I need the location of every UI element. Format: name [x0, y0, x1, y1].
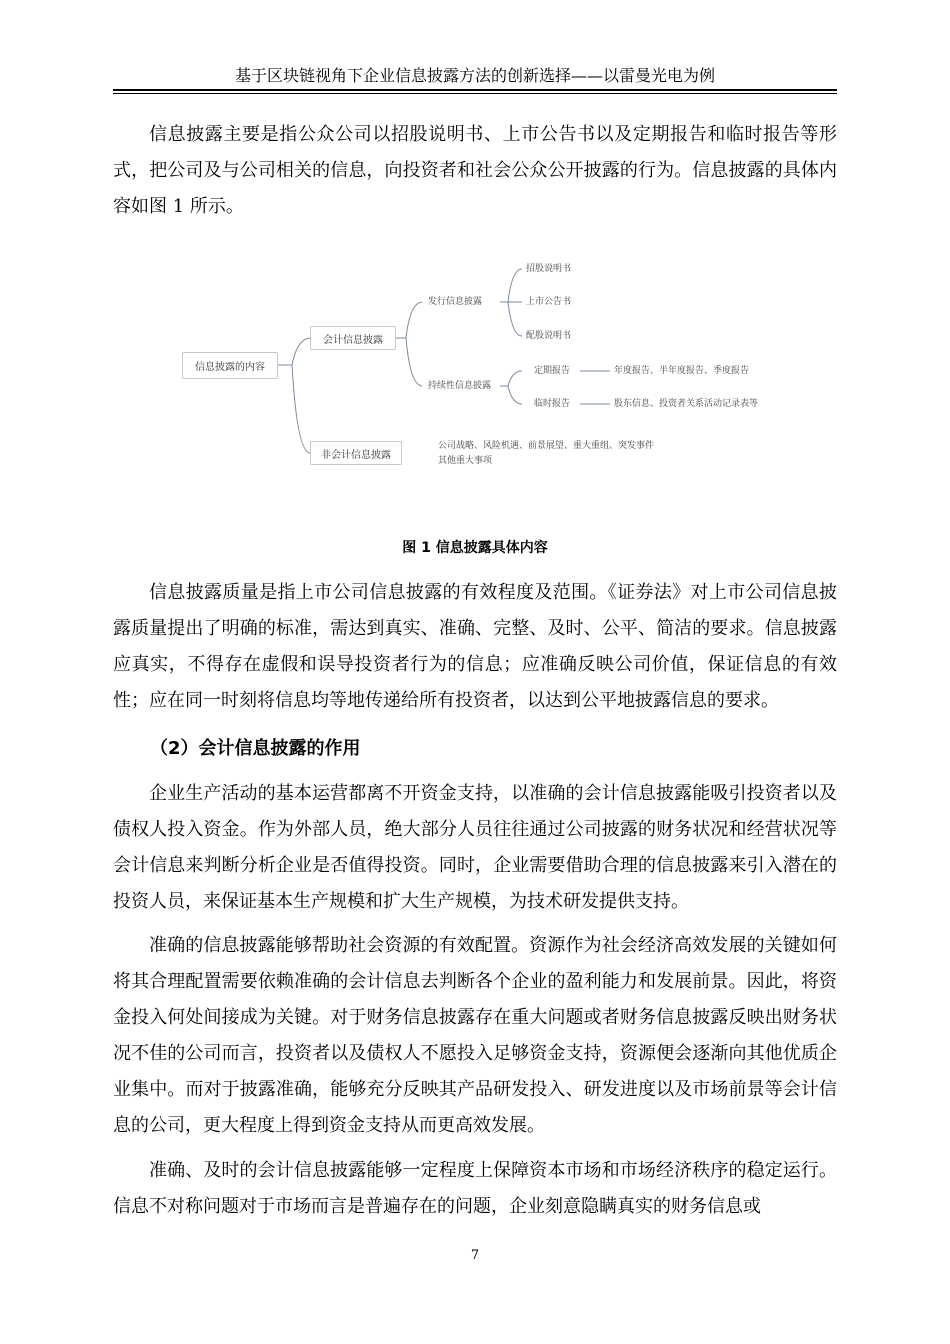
- mindmap-node-non-accounting: 非会计信息披露: [310, 441, 402, 465]
- mindmap-leaf-prospectus: 招股说明书: [526, 264, 572, 274]
- header-rule-thin: [113, 93, 837, 94]
- mindmap-node-accounting: 会计信息披露: [310, 326, 396, 350]
- header-title: 基于区块链视角下企业信息披露方法的创新选择——以雷曼光电为例: [234, 66, 715, 85]
- mindmap-node-periodic: 定期报告: [534, 366, 571, 376]
- section-heading: （2）会计信息披露的作用: [150, 738, 361, 759]
- mindmap-root: 信息披露的内容: [182, 352, 278, 379]
- mindmap-leaf-periodic-detail: 年度报告、半年度报告、季度报告: [614, 366, 750, 376]
- paragraph-3: 企业生产活动的基本运营都离不开资金支持，以准确的会计信息披露能吸引投资者以及债权人投入资金。作为外部人员，绝大部分人员往往通过公司披露的财务状况和经营状况等会计信息来判断分析企业是否值得投资。同时，企业需要借助合理的信息披露来引入潜在的投资人员，来保证基本生产规模和扩大生产规模，为技术研发提供支持。: [113, 783, 837, 912]
- page-number: 7: [470, 1248, 480, 1263]
- mindmap-node-continuous: 持续性信息披露: [428, 381, 492, 391]
- mindmap-leaf-interim-detail: 股东信息、投资者关系活动记录表等: [614, 399, 759, 409]
- figure-caption: 图 1 信息披露具体内容: [402, 540, 548, 556]
- mindmap-node-issuance: 发行信息披露: [428, 297, 483, 307]
- figure-mindmap: [170, 252, 780, 477]
- paragraph-1: 信息披露主要是指公众公司以招股说明书、上市公告书以及定期报告和临时报告等形式，把公司及与公司相关的信息，向投资者和社会公众公开披露的行为。信息披露的具体内容如图 1 所示。: [113, 124, 837, 217]
- mindmap-leaf-non-accounting-1: 公司战略、风险机遇、前景展望、重大重组、突发事件: [438, 441, 655, 451]
- paragraph-4: 准确的信息披露能够帮助社会资源的有效配置。资源作为社会经济高效发展的关键如何将其合理配置需要依赖准确的会计信息去判断各个企业的盈利能力和发展前景。因此，将资金投入何处间接成为关键。对于财务信息披露存在重大问题或者财务信息披露反映出财务状况不佳的公司而言，投资者以及债权人不愿投入足够资金支持，资源便会逐渐向其他优质企业集中。而对于披露准确，能够充分反映其产品研发投入、研发进度以及市场前景等会计信息的公司，更大程度上得到资金支持从而更高效发展。: [113, 935, 837, 1136]
- mindmap-leaf-non-accounting-2: 其他重大事项: [438, 456, 493, 466]
- header-rule: [113, 89, 837, 91]
- mindmap-node-interim: 临时报告: [534, 399, 571, 409]
- mindmap-leaf-listing-announcement: 上市公告书: [526, 297, 572, 307]
- mindmap-leaf-rights-issue: 配股说明书: [526, 331, 572, 341]
- paragraph-2: 信息披露质量是指上市公司信息披露的有效程度及范围。《证券法》对上市公司信息披露质量提出了明确的标准，需达到真实、准确、完整、及时、公平、简洁的要求。信息披露应真实，不得存在虚假和误导投资者行为的信息；应准确反映公司价值，保证信息的有效性；应在同一时刻将信息均等地传递给所有投资者，以达到公平地披露信息的要求。: [113, 582, 837, 711]
- paragraph-5: 准确、及时的会计信息披露能够一定程度上保障资本市场和市场经济秩序的稳定运行。信息不对称问题对于市场而言是普遍存在的问题，企业刻意隐瞒真实的财务信息或: [113, 1160, 837, 1217]
